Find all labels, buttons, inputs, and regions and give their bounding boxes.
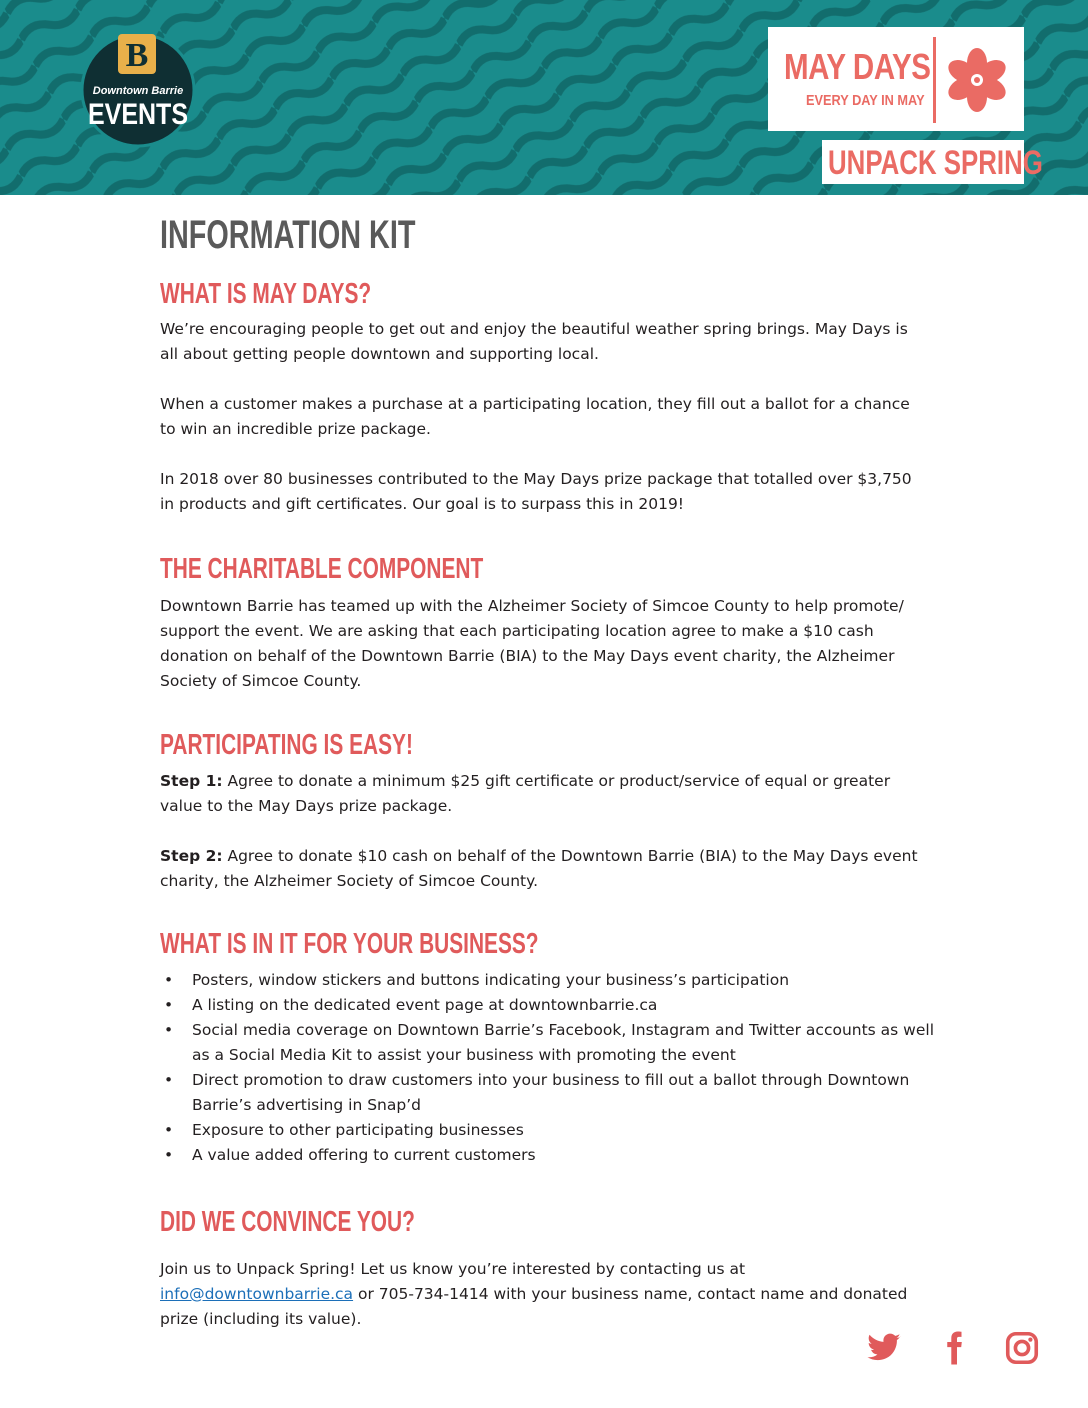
header-banner bbox=[0, 0, 1088, 195]
section-heading-what-is-may-days: WHAT IS MAY DAYS? bbox=[160, 278, 372, 310]
list-item: • A listing on the dedicated event page at downtownbarrie.ca bbox=[160, 993, 940, 1018]
paragraph-intro: We’re encouraging people to get out and enjoy the beautiful weather spring brings. May Days is all about getting people downtown and supporting local. bbox=[160, 320, 908, 363]
paragraph-contact bbox=[160, 1257, 930, 1332]
twitter-icon[interactable] bbox=[866, 1330, 902, 1366]
step-2-label: Step 2: bbox=[160, 847, 223, 865]
instagram-icon[interactable] bbox=[1004, 1330, 1040, 1366]
section-heading-participating: PARTICIPATING IS EASY! bbox=[160, 729, 413, 761]
may-days-subtitle: EVERY DAY IN MAY bbox=[806, 92, 925, 109]
section-heading-benefits: WHAT IS IN IT FOR YOUR BUSINESS? bbox=[160, 928, 539, 960]
list-item: • A value added offering to current customers bbox=[160, 1143, 940, 1168]
unpack-spring-text: UNPACK SPRING bbox=[828, 144, 1043, 182]
logo-letter: B bbox=[125, 37, 149, 74]
contact-text-before: Join us to Unpack Spring! Let us know you’re interested by contacting us at bbox=[160, 1260, 746, 1278]
list-item: • Direct promotion to draw customers into your business to fill out a ballot through Downtown Barrie’s advertising in Snap’d bbox=[160, 1068, 940, 1118]
step-2-text: Agree to donate $10 cash on behalf of the Downtown Barrie (BIA) to the May Days event charity, the Alzheimer Society of Simcoe County. bbox=[160, 847, 918, 890]
paragraph-charity: Downtown Barrie has teamed up with the Alzheimer Society of Simcoe County to help promote/ support the event. We are asking that each participating location agree to make a $10 cash donation on behalf of the Downtown Barrie (BIA) to the May Days event charity, the Alzheimer Society of Simcoe County. bbox=[160, 597, 904, 690]
may-days-divider bbox=[933, 37, 936, 123]
paragraph-2018-results: In 2018 over 80 businesses contributed to the May Days prize package that totalled over $3,750 in products and gift certificates. Our goal is to surpass this in 2019! bbox=[160, 470, 912, 513]
benefits-list bbox=[160, 968, 940, 1168]
step-1-label: Step 1: bbox=[160, 772, 223, 790]
step-1 bbox=[160, 769, 930, 819]
flower-icon bbox=[942, 45, 1012, 115]
email-link[interactable]: info@downtownbarrie.ca bbox=[160, 1285, 354, 1303]
section-heading-charitable: THE CHARITABLE COMPONENT bbox=[160, 553, 484, 585]
step-2 bbox=[160, 844, 930, 894]
unpack-spring-badge bbox=[822, 140, 1043, 184]
logo-main-text: EVENTS bbox=[88, 98, 188, 131]
page-title: INFORMATION KIT bbox=[160, 213, 416, 257]
list-item: • Exposure to other participating businesses bbox=[160, 1118, 940, 1143]
section-heading-convince: DID WE CONVINCE YOU? bbox=[160, 1206, 415, 1238]
contact-text-after: or 705-734-1414 with your business name, contact name and donated prize (including its value). bbox=[160, 1285, 908, 1328]
facebook-icon[interactable] bbox=[936, 1330, 972, 1366]
downtown-barrie-events-logo bbox=[78, 28, 198, 148]
logo-subtext: Downtown Barrie bbox=[92, 85, 184, 97]
list-item: • Social media coverage on Downtown Barrie’s Facebook, Instagram and Twitter accounts as well as a Social Media Kit to assist your business with promoting the event bbox=[160, 1018, 940, 1068]
paragraph-ballot: When a customer makes a purchase at a participating location, they fill out a ballot for a chance to win an incredible prize package. bbox=[160, 395, 910, 438]
may-days-title: MAY DAYS bbox=[784, 46, 931, 87]
may-days-logo-box bbox=[768, 27, 1024, 131]
step-1-text: Agree to donate a minimum $25 gift certificate or product/service of equal or greater value to the May Days prize package. bbox=[160, 772, 891, 815]
list-item: • Posters, window stickers and buttons indicating your business’s participation bbox=[160, 968, 940, 993]
